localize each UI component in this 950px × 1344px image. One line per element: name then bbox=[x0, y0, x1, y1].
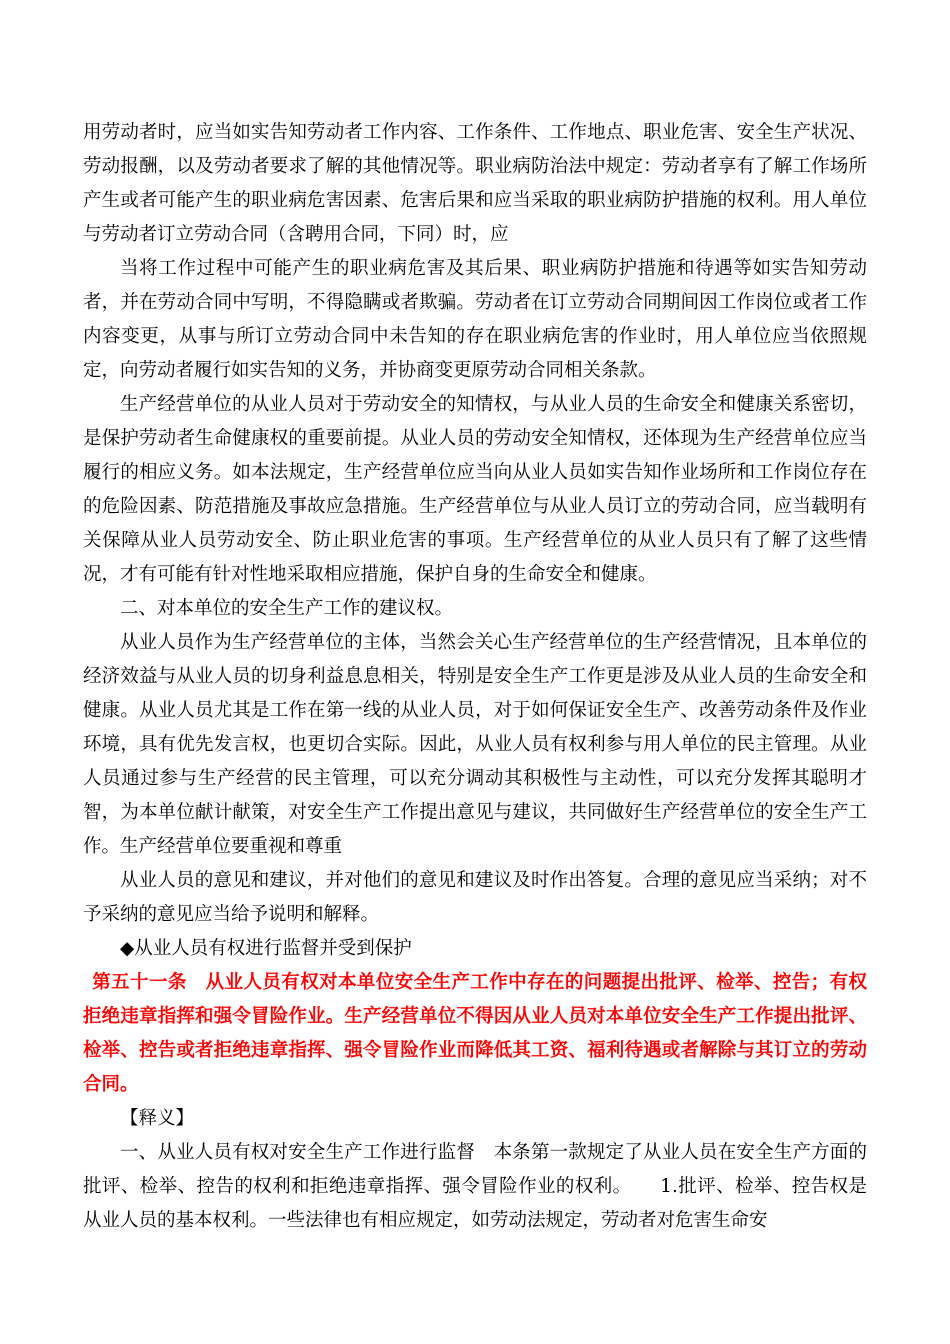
section-heading: 二、对本单位的安全生产工作的建议权。 bbox=[120, 598, 454, 619]
article-text: 第五十一条 从业人员有权对本单位安全生产工作中存在的问题提出批评、检举、控告；有权拒绝违章指挥和强令冒险作业。生产经营单位不得因从业人员对本单位安全生产工作提出批评、检举、控告或者拒绝违章指挥、强令冒险作业而降低其工资、福利待遇或者解除与其订立的劳动合同。 bbox=[83, 972, 867, 1095]
paragraph: 从业人员的意见和建议，并对他们的意见和建议及时作出答复。合理的意见应当采纳；对不予采纳的意见应当给予说明和解释。 bbox=[83, 870, 867, 925]
interpretation-label: 【释义】 bbox=[120, 1108, 195, 1129]
document-body bbox=[83, 116, 867, 1238]
paragraph: 从业人员作为生产经营单位的主体，当然会关心生产经营单位的生产经营情况，且本单位的经济效益与从业人员的切身利益息息相关，特别是安全生产工作更是涉及从业人员的生命安全和健康。从业人员尤其是工作在第一线的从业人员，对于如何保证安全生产、改善劳动条件及作业环境，具有优先发言权，也更切合实际。因此，从业人员有权利参与用人单位的民主管理。从业人员通过参与生产经营的民主管理，可以充分调动其积极性与主动性，可以充分发挥其聪明才智，为本单位献计献策，对安全生产工作提出意见与建议，共同做好生产经营单位的安全生产工作。生产经营单位要重视和尊重 bbox=[83, 632, 867, 857]
paragraph-continuation: 用劳动者时，应当如实告知劳动者工作内容、工作条件、工作地点、职业危害、安全生产状况、劳动报酬，以及劳动者要求了解的其他情况等。职业病防治法中规定：劳动者享有了解工作场所产生或者可能产生的职业病危害因素、危害后果和应当采取的职业病防护措施的权利。用人单位与劳动者订立劳动合同（含聘用合同，下同）时，应 bbox=[83, 122, 867, 245]
paragraph: 当将工作过程中可能产生的职业病危害及其后果、职业病防护措施和待遇等如实告知劳动者，并在劳动合同中写明，不得隐瞒或者欺骗。劳动者在订立劳动合同期间因工作岗位或者工作内容变更，从事与所订立劳动合同中未告知的存在职业病危害的作业时，用人单位应当依照规定，向劳动者履行如实告知的义务，并协商变更原劳动合同相关条款。 bbox=[83, 258, 867, 381]
bullet-heading: ◆从业人员有权进行监督并受到保护 bbox=[120, 938, 412, 959]
paragraph: 生产经营单位的从业人员对于劳动安全的知情权，与从业人员的生命安全和健康关系密切，是保护劳动者生命健康权的重要前提。从业人员的劳动安全知情权，还体现为生产经营单位应当履行的相应义务。如本法规定，生产经营单位应当向从业人员如实告知作业场所和工作岗位存在的危险因素、防范措施及事故应急措施。生产经营单位与从业人员订立的劳动合同，应当载明有关保障从业人员劳动安全、防止职业危害的事项。生产经营单位的从业人员只有了解了这些情况，才有可能有针对性地采取相应措施，保护自身的生命安全和健康。 bbox=[83, 394, 867, 585]
paragraph: 一、从业人员有权对安全生产工作进行监督 本条第一款规定了从业人员在安全生产方面的批评、检举、控告的权利和拒绝违章指挥、强令冒险作业的权利。 1.批评、检举、控告权是从业人员的基本权利。一些法律也有相应规定，如劳动法规定，劳动者对危害生命安 bbox=[83, 1142, 867, 1231]
